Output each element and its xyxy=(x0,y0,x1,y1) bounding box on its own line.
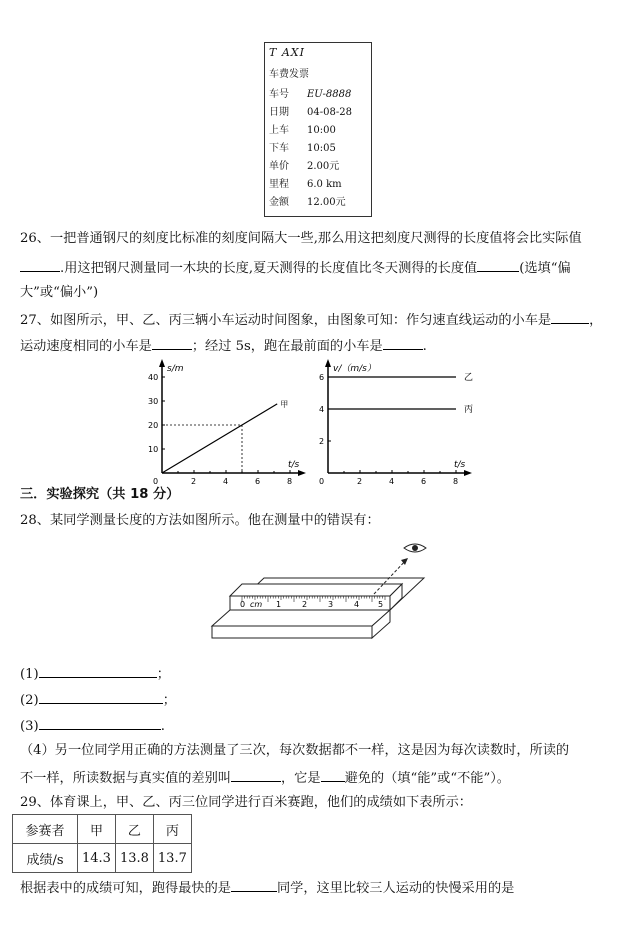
answer-blank[interactable] xyxy=(231,878,277,892)
q29-after-text: 根据表中的成绩可知，跑得最快的是 同学，这里比较三人运动的快慢采用的是 xyxy=(20,878,514,898)
receipt-row: 车号 EU-8888 xyxy=(269,89,352,100)
q26-line2: .用这把钢尺测量同一木块的长度,夏天测得的长度值比冬天测得的长度值 (选填“偏 xyxy=(20,258,571,278)
ruler-label-cm: cm xyxy=(250,600,263,609)
y-tick-label: 40 xyxy=(148,373,159,382)
table-cell: 成绩/s xyxy=(13,844,78,873)
x-tick-label: 0 xyxy=(319,477,325,486)
ruler-label-3: 3 xyxy=(328,600,334,609)
q28-sub4-line1: （4）另一位同学用正确的方法测量了三次，每次数据都不一样，这是因为每次读数时，所读的 xyxy=(20,743,570,758)
x-axis-arrow xyxy=(464,470,472,476)
x-tick-label: 6 xyxy=(255,477,261,486)
receipt-row: 金额 12.00元 xyxy=(269,197,346,208)
table-row xyxy=(13,844,192,873)
wood-block-face xyxy=(212,610,390,626)
q28-item-1: (1) ； xyxy=(20,664,170,684)
ruler-label-0: 0 xyxy=(240,600,246,609)
ruler-label-5: 5 xyxy=(378,600,384,609)
answer-blank[interactable] xyxy=(152,336,192,350)
x-axis-label: t/s xyxy=(288,460,300,470)
receipt-row: 单价 2.00元 xyxy=(269,161,340,172)
x-axis-arrow xyxy=(298,470,306,476)
y-axis-label: s/m xyxy=(167,364,184,374)
receipt-row: 上车 10:00 xyxy=(269,125,336,136)
receipt-row: 里程 6.0 km xyxy=(269,179,342,190)
table-cell: 13.7 xyxy=(153,844,191,873)
x-tick-label: 6 xyxy=(421,477,427,486)
table-cell: 13.8 xyxy=(115,844,153,873)
answer-blank[interactable] xyxy=(321,768,345,782)
y-axis-label: v/（m/s） xyxy=(333,364,376,374)
motion-charts xyxy=(140,358,490,486)
eye-icon xyxy=(404,544,426,552)
chart-v-t xyxy=(319,359,473,486)
table-row xyxy=(13,815,192,844)
x-tick-label: 8 xyxy=(453,477,459,486)
y-tick-label: 20 xyxy=(148,421,159,430)
section-title: 三．实验探究（共 18 分） xyxy=(20,487,180,502)
q28-item-2: (2) ； xyxy=(20,690,176,710)
table-header-cell: 丙 xyxy=(153,815,191,844)
receipt-subtitle: 车费发票 xyxy=(269,69,309,80)
ruler-label-4: 4 xyxy=(354,600,360,609)
table-header-cell: 甲 xyxy=(78,815,116,844)
y-tick-label: 6 xyxy=(319,373,325,382)
q27-line1: 27、如图所示，甲、乙、丙三辆小车运动时间图象，由图象可知：作匀速直线运动的小车是 ， xyxy=(20,310,602,330)
chart-s-t xyxy=(148,359,306,486)
answer-blank[interactable] xyxy=(231,768,281,782)
x-tick-label: 2 xyxy=(191,477,197,486)
y-tick-label: 2 xyxy=(319,437,325,446)
series-line-jia xyxy=(162,404,277,473)
receipt-title: T AXI xyxy=(269,46,305,59)
y-tick-label: 30 xyxy=(148,397,159,406)
answer-blank[interactable] xyxy=(551,310,589,324)
answer-blank[interactable] xyxy=(39,690,163,704)
x-axis-label: t/s xyxy=(454,460,466,470)
x-tick-label: 4 xyxy=(223,477,229,486)
table-header-cell: 参赛者 xyxy=(13,815,78,844)
ruler-measurement-figure xyxy=(202,538,434,648)
q29-text: 29、体育课上，甲、乙、丙三位同学进行百米赛跑，他们的成绩如下表所示： xyxy=(20,795,472,810)
answer-blank[interactable] xyxy=(39,664,157,678)
answer-blank[interactable] xyxy=(39,716,161,730)
table-header-cell: 乙 xyxy=(115,815,153,844)
q26-line1: 26、一把普通钢尺的刻度比标准的刻度间隔大一些,那么用这把刻度尺测得的长度值将会比实际值 xyxy=(20,231,582,246)
q27-line2: 运动速度相同的小车是 ；经过 5s，跑在最前面的小车是 . xyxy=(20,336,427,356)
wood-block-front xyxy=(212,626,372,638)
q28-text: 28、某同学测量长度的方法如图所示。他在测量中的错误有： xyxy=(20,513,380,528)
x-tick-label: 0 xyxy=(153,477,159,486)
ruler-label-1: 1 xyxy=(276,600,282,609)
receipt-row: 日期 04-08-28 xyxy=(269,107,352,118)
q26-line3: 大”或“偏小”) xyxy=(20,285,99,300)
table-cell: 14.3 xyxy=(78,844,116,873)
series-label-1: 丙 xyxy=(464,405,474,415)
y-axis-arrow xyxy=(159,359,165,367)
answer-blank[interactable] xyxy=(20,258,60,272)
taxi-receipt xyxy=(264,42,372,217)
x-tick-label: 2 xyxy=(357,477,363,486)
y-tick-label: 10 xyxy=(148,445,159,454)
y-tick-label: 4 xyxy=(319,405,325,414)
receipt-row: 下车 10:05 xyxy=(269,143,336,154)
race-results-table xyxy=(12,814,192,873)
x-tick-label: 4 xyxy=(389,477,395,486)
series-label-0: 乙 xyxy=(464,373,474,383)
q28-sub4-line2: 不一样，所读数据与真实值的差别叫 ，它是 避免的（填“能”或“不能”）。 xyxy=(20,768,510,788)
x-tick-label: 8 xyxy=(287,477,293,486)
y-axis-arrow xyxy=(325,359,331,367)
answer-blank[interactable] xyxy=(383,336,423,350)
series-label-jia: 甲 xyxy=(280,399,289,409)
ruler-label-2: 2 xyxy=(302,600,308,609)
ruler-top xyxy=(230,584,402,596)
q28-item-3: (3) . xyxy=(20,716,165,736)
answer-blank[interactable] xyxy=(477,258,519,272)
